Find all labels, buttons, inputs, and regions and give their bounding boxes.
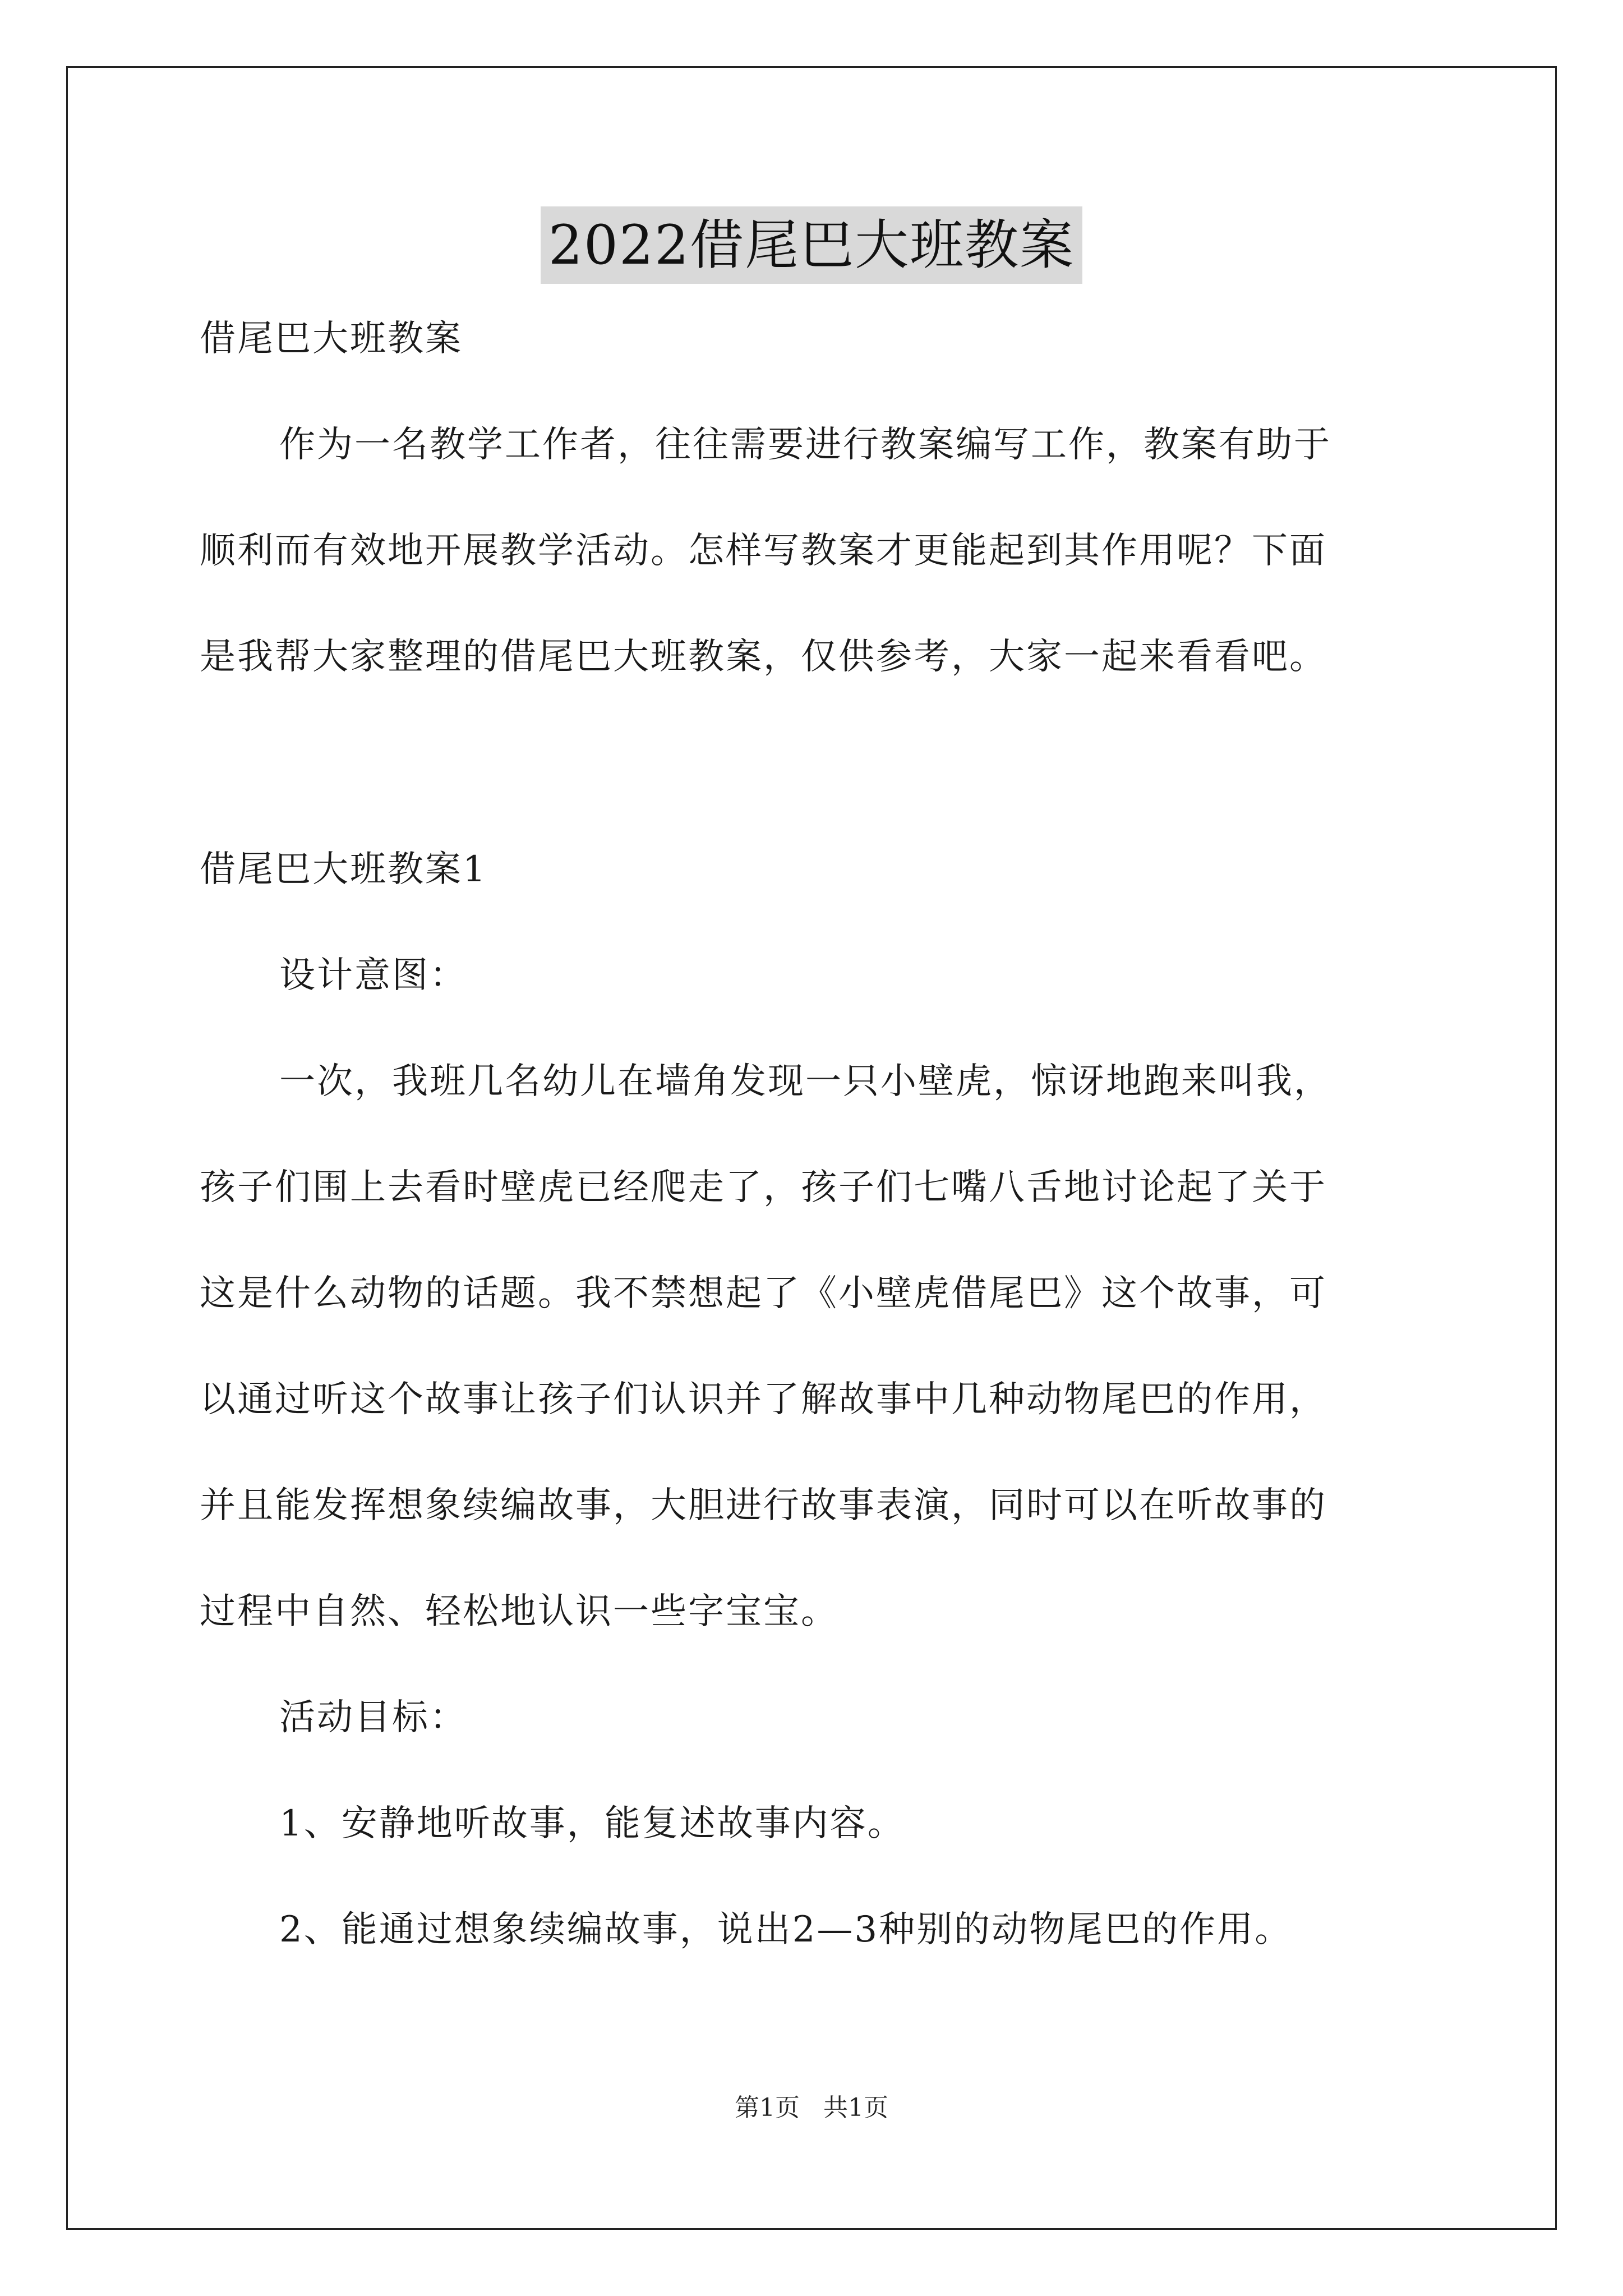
goals-label: 活动目标： bbox=[279, 1697, 467, 1738]
design-intent-line: 并且能发挥想象续编故事，大胆进行故事表演，同时可以在听故事的 bbox=[200, 1485, 1327, 1526]
design-intent-line: 孩子们围上去看时壁虎已经爬走了，孩子们七嘴八舌地讨论起了关于 bbox=[200, 1167, 1327, 1208]
goal-item: 2、能通过想象续编故事，说出2—3种别的动物尾巴的作用。 bbox=[279, 1909, 1293, 1950]
intro-line: 顺利而有效地开展教学活动。怎样写教案才更能起到其作用呢？下面 bbox=[200, 530, 1327, 572]
paragraph-spacer bbox=[200, 738, 1433, 845]
intro-line: 是我帮大家整理的借尾巴大班教案，仅供参考，大家一起来看看吧。 bbox=[200, 636, 1327, 678]
design-intent-line: 这是什么动物的话题。我不禁想起了《小壁虎借尾巴》这个故事，可 bbox=[200, 1273, 1327, 1314]
document-subtitle: 借尾巴大班教案 bbox=[200, 318, 463, 360]
title-wrap bbox=[0, 206, 1623, 284]
document-title: 2022借尾巴大班教案 bbox=[541, 206, 1082, 284]
document-body bbox=[200, 314, 1433, 2011]
design-intent-line: 过程中自然、轻松地认识一些字宝宝。 bbox=[200, 1591, 838, 1632]
goal-item: 1、安静地听故事，能复述故事内容。 bbox=[279, 1803, 905, 1844]
intro-line: 作为一名教学工作者，往往需要进行教案编写工作，教案有助于 bbox=[279, 424, 1331, 466]
design-intent-line: 一次，我班几名幼儿在墙角发现一只小壁虎，惊讶地跑来叫我， bbox=[279, 1061, 1331, 1102]
design-intent-line: 以通过听这个故事让孩子们认识并了解故事中几种动物尾巴的作用， bbox=[200, 1379, 1327, 1420]
page-footer: 第1页 共1页 bbox=[735, 2093, 888, 2122]
design-intent-label: 设计意图： bbox=[279, 955, 467, 996]
section-heading: 借尾巴大班教案1 bbox=[200, 849, 487, 890]
